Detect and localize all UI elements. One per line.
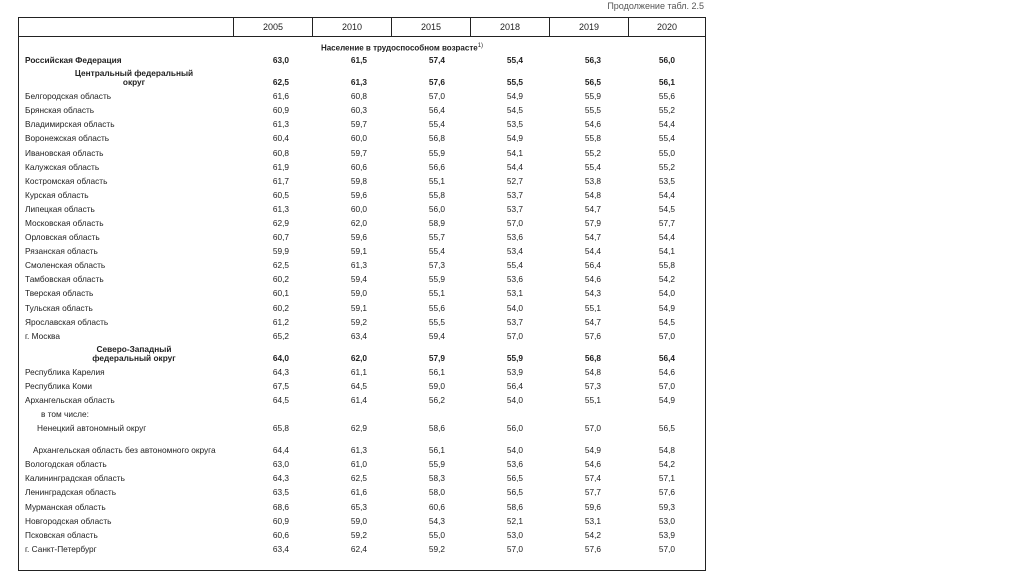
value-cell: 52,1 (506, 515, 523, 526)
value-cell: 54,6 (584, 274, 601, 285)
value-cell: 68,6 (272, 501, 289, 512)
table-row (19, 315, 705, 329)
value-cell: 53,5 (658, 175, 675, 186)
value-cell: 54,0 (506, 302, 523, 313)
value-cell: 55,5 (506, 77, 523, 88)
value-cell: 62,9 (272, 217, 289, 228)
value-cell: 63,0 (272, 55, 289, 66)
value-cell: 55,5 (428, 316, 445, 327)
value-cell: 54,6 (658, 366, 675, 377)
value-cell: 54,5 (658, 203, 675, 214)
value-cell: 57,7 (584, 487, 601, 498)
value-cell: 54,9 (506, 91, 523, 102)
value-cell: 55,4 (506, 260, 523, 271)
table-row (19, 407, 705, 421)
table-row (19, 485, 705, 499)
section-title (99, 37, 705, 53)
region-name: г. Москва (25, 330, 60, 341)
value-cell: 61,9 (272, 161, 289, 172)
table-row (19, 272, 705, 286)
year-header: 2015 (392, 18, 471, 36)
value-cell: 55,8 (428, 189, 445, 200)
year-header: 2019 (550, 18, 629, 36)
value-cell: 60,7 (272, 232, 289, 243)
table-row (19, 528, 705, 542)
region-name: Республика Коми (25, 380, 93, 391)
value-cell: 54,3 (428, 515, 445, 526)
value-cell: 55,4 (506, 55, 523, 66)
table-row (19, 117, 705, 131)
value-cell: 59,2 (428, 543, 445, 554)
value-cell: 61,3 (272, 119, 289, 130)
region-name: Ярославская область (25, 316, 109, 327)
value-cell: 55,0 (428, 529, 445, 540)
value-cell: 56,6 (428, 161, 445, 172)
value-cell: 64,0 (272, 352, 289, 363)
value-cell: 61,5 (350, 55, 367, 66)
value-cell: 55,9 (428, 459, 445, 470)
value-cell: 53,7 (506, 189, 523, 200)
value-cell: 54,9 (506, 133, 523, 144)
year-header: 2005 (234, 18, 313, 36)
value-cell: 56,8 (584, 352, 601, 363)
value-cell: 59,1 (350, 302, 367, 313)
value-cell: 55,6 (658, 91, 675, 102)
region-name: Тверская область (25, 288, 94, 299)
value-cell: 55,0 (658, 147, 675, 158)
value-cell: 58,3 (428, 473, 445, 484)
table-row (19, 435, 705, 457)
value-cell: 54,4 (584, 246, 601, 257)
value-cell: 58,9 (428, 217, 445, 228)
value-cell: 57,0 (506, 330, 523, 341)
region-name: Тульская область (25, 302, 93, 313)
region-name: Владимирская область (25, 119, 115, 130)
value-cell: 54,7 (584, 203, 601, 214)
table-header-row (19, 18, 705, 37)
value-cell: 53,0 (658, 515, 675, 526)
table-row (19, 286, 705, 300)
value-cell: 54,8 (658, 445, 675, 456)
value-cell: 55,9 (428, 274, 445, 285)
value-cell: 60,0 (350, 203, 367, 214)
value-cell: 55,1 (428, 288, 445, 299)
value-cell: 59,2 (350, 316, 367, 327)
table-row (19, 230, 705, 244)
value-cell: 54,0 (506, 395, 523, 406)
value-cell: 55,4 (584, 161, 601, 172)
value-cell: 59,4 (350, 274, 367, 285)
statistics-table (18, 17, 706, 571)
value-cell: 55,2 (658, 105, 675, 116)
value-cell: 54,4 (658, 119, 675, 130)
table-row (19, 53, 705, 67)
value-cell: 62,0 (350, 352, 367, 363)
value-cell: 56,3 (584, 55, 601, 66)
value-cell: 59,6 (350, 232, 367, 243)
value-cell: 57,9 (584, 217, 601, 228)
value-cell: 54,0 (658, 288, 675, 299)
value-cell: 57,3 (428, 260, 445, 271)
value-cell: 62,5 (272, 77, 289, 88)
value-cell: 60,1 (272, 288, 289, 299)
table-row (19, 379, 705, 393)
value-cell: 59,0 (350, 515, 367, 526)
value-cell: 57,0 (658, 543, 675, 554)
value-cell: 60,0 (350, 133, 367, 144)
value-cell: 60,2 (272, 274, 289, 285)
value-cell: 57,0 (584, 423, 601, 434)
section-footnote-marker: 1) (477, 43, 484, 49)
value-cell: 56,0 (506, 423, 523, 434)
header-blank-cell (19, 18, 234, 36)
value-cell: 61,3 (272, 203, 289, 214)
table-row (19, 160, 705, 174)
region-name: Северо-Западный федеральный округ (92, 343, 176, 363)
value-cell: 54,2 (658, 274, 675, 285)
value-cell: 57,0 (658, 380, 675, 391)
value-cell: 56,4 (506, 380, 523, 391)
table-row (19, 329, 705, 343)
value-cell: 53,7 (506, 316, 523, 327)
table-row (19, 244, 705, 258)
value-cell: 61,7 (272, 175, 289, 186)
region-name: Рязанская область (25, 246, 98, 257)
value-cell: 54,7 (584, 232, 601, 243)
table-row (19, 514, 705, 528)
value-cell: 58,0 (428, 487, 445, 498)
value-cell: 57,9 (428, 352, 445, 363)
value-cell: 56,5 (506, 473, 523, 484)
value-cell: 53,8 (584, 175, 601, 186)
value-cell: 54,9 (658, 302, 675, 313)
region-name: Калининградская область (25, 473, 125, 484)
value-cell: 56,0 (428, 203, 445, 214)
value-cell: 55,8 (584, 133, 601, 144)
value-cell: 55,6 (428, 302, 445, 313)
table-row (19, 131, 705, 145)
value-cell: 54,0 (506, 445, 523, 456)
value-cell: 52,7 (506, 175, 523, 186)
year-header: 2018 (471, 18, 550, 36)
region-name: Мурманская область (25, 501, 106, 512)
value-cell: 57,7 (658, 217, 675, 228)
value-cell: 54,4 (658, 189, 675, 200)
region-name: Калужская область (25, 161, 100, 172)
value-cell: 54,1 (506, 147, 523, 158)
value-cell: 57,6 (658, 487, 675, 498)
value-cell: 55,9 (506, 352, 523, 363)
value-cell: 53,9 (658, 529, 675, 540)
value-cell: 56,1 (428, 445, 445, 456)
value-cell: 57,6 (584, 543, 601, 554)
value-cell: 64,4 (272, 445, 289, 456)
value-cell: 56,5 (506, 487, 523, 498)
value-cell: 55,5 (584, 105, 601, 116)
value-cell: 57,1 (658, 473, 675, 484)
value-cell: 58,6 (428, 423, 445, 434)
value-cell: 57,0 (506, 217, 523, 228)
value-cell: 53,9 (506, 366, 523, 377)
region-name: Липецкая область (25, 203, 95, 214)
table-row (19, 216, 705, 230)
value-cell: 53,6 (506, 274, 523, 285)
value-cell: 64,3 (272, 366, 289, 377)
value-cell: 61,3 (350, 77, 367, 88)
region-name: в том числе: (41, 409, 89, 420)
value-cell: 60,4 (272, 133, 289, 144)
value-cell: 61,6 (350, 487, 367, 498)
value-cell: 60,8 (350, 91, 367, 102)
value-cell: 54,9 (658, 395, 675, 406)
value-cell: 54,9 (584, 445, 601, 456)
table-continuation-note: Продолжение табл. 2.5 (607, 1, 704, 11)
value-cell: 61,4 (350, 395, 367, 406)
region-name: Орловская область (25, 232, 100, 243)
value-cell: 54,8 (584, 366, 601, 377)
value-cell: 60,8 (272, 147, 289, 158)
value-cell: 56,4 (584, 260, 601, 271)
value-cell: 56,0 (658, 55, 675, 66)
value-cell: 61,1 (350, 366, 367, 377)
value-cell: 54,4 (506, 161, 523, 172)
value-cell: 59,4 (428, 330, 445, 341)
region-name: Московская область (25, 217, 104, 228)
value-cell: 53,6 (506, 232, 523, 243)
value-cell: 53,1 (584, 515, 601, 526)
value-cell: 62,9 (350, 423, 367, 434)
value-cell: 55,1 (584, 395, 601, 406)
value-cell: 56,5 (584, 77, 601, 88)
table-row (19, 301, 705, 315)
region-name: Белгородская область (25, 91, 112, 102)
value-cell: 59,7 (350, 147, 367, 158)
value-cell: 57,6 (584, 330, 601, 341)
value-cell: 62,5 (272, 260, 289, 271)
value-cell: 56,4 (658, 352, 675, 363)
value-cell: 57,4 (428, 55, 445, 66)
value-cell: 61,2 (272, 316, 289, 327)
value-cell: 62,4 (350, 543, 367, 554)
region-name: Архангельская область без автономного округа (33, 445, 216, 456)
region-name: Воронежская область (25, 133, 110, 144)
year-header: 2010 (313, 18, 392, 36)
region-name: Архангельская область (25, 395, 115, 406)
region-name: Смоленская область (25, 260, 106, 271)
region-name: Новгородская область (25, 515, 112, 526)
value-cell: 59,1 (350, 246, 367, 257)
value-cell: 54,3 (584, 288, 601, 299)
value-cell: 54,2 (658, 459, 675, 470)
value-cell: 59,9 (272, 246, 289, 257)
value-cell: 64,3 (272, 473, 289, 484)
value-cell: 62,0 (350, 217, 367, 228)
table-row (19, 188, 705, 202)
region-name: Тамбовская область (25, 274, 104, 285)
value-cell: 53,4 (506, 246, 523, 257)
value-cell: 56,1 (428, 366, 445, 377)
value-cell: 56,8 (428, 133, 445, 144)
value-cell: 54,8 (584, 189, 601, 200)
value-cell: 55,9 (428, 147, 445, 158)
value-cell: 59,0 (350, 288, 367, 299)
value-cell: 55,1 (428, 175, 445, 186)
value-cell: 56,2 (428, 395, 445, 406)
value-cell: 63,0 (272, 459, 289, 470)
region-name: Центральный федеральный округ (74, 68, 194, 88)
value-cell: 57,3 (584, 380, 601, 391)
value-cell: 54,7 (584, 316, 601, 327)
table-row (19, 457, 705, 471)
value-cell: 54,5 (506, 105, 523, 116)
value-cell: 54,1 (658, 246, 675, 257)
value-cell: 64,5 (272, 395, 289, 406)
value-cell: 56,5 (658, 423, 675, 434)
value-cell: 65,2 (272, 330, 289, 341)
value-cell: 53,0 (506, 529, 523, 540)
value-cell: 60,9 (272, 515, 289, 526)
year-header: 2020 (656, 22, 678, 32)
value-cell: 54,4 (658, 232, 675, 243)
region-name: Республика Карелия (25, 366, 105, 377)
region-name: Российская Федерация (25, 55, 122, 66)
table-row (19, 67, 705, 89)
value-cell: 59,2 (350, 529, 367, 540)
region-name: Ивановская область (25, 147, 104, 158)
region-name: Костромская область (25, 175, 108, 186)
table-row (19, 500, 705, 514)
region-name: Вологодская область (25, 459, 107, 470)
region-name: Ленинградская область (25, 487, 117, 498)
value-cell: 67,5 (272, 380, 289, 391)
value-cell: 57,6 (428, 77, 445, 88)
value-cell: 63,4 (272, 543, 289, 554)
value-cell: 59,6 (584, 501, 601, 512)
section-title-text: Население в трудоспособном возрасте (320, 43, 478, 53)
value-cell: 60,9 (272, 105, 289, 116)
table-row (19, 421, 705, 435)
value-cell: 63,5 (272, 487, 289, 498)
value-cell: 59,7 (350, 119, 367, 130)
value-cell: 53,1 (506, 288, 523, 299)
table-row (19, 103, 705, 117)
value-cell: 59,0 (428, 380, 445, 391)
value-cell: 56,4 (428, 105, 445, 116)
value-cell: 55,8 (658, 260, 675, 271)
value-cell: 65,3 (350, 501, 367, 512)
value-cell: 54,6 (584, 459, 601, 470)
value-cell: 60,2 (272, 302, 289, 313)
table-row (19, 174, 705, 188)
value-cell: 61,0 (350, 459, 367, 470)
table-row (19, 89, 705, 103)
table-row (19, 145, 705, 159)
value-cell: 59,8 (350, 175, 367, 186)
table-row (19, 202, 705, 216)
value-cell: 54,5 (658, 316, 675, 327)
table-row (19, 542, 705, 556)
value-cell: 63,4 (350, 330, 367, 341)
value-cell: 61,3 (350, 445, 367, 456)
value-cell: 55,2 (584, 147, 601, 158)
value-cell: 56,1 (658, 77, 675, 88)
value-cell: 57,0 (428, 91, 445, 102)
value-cell: 60,6 (350, 161, 367, 172)
value-cell: 61,6 (272, 91, 289, 102)
table-row (19, 343, 705, 365)
value-cell: 55,1 (584, 302, 601, 313)
value-cell: 55,4 (658, 133, 675, 144)
region-name: Ненецкий автономный округ (37, 423, 147, 434)
value-cell: 55,7 (428, 232, 445, 243)
value-cell: 60,3 (350, 105, 367, 116)
table-row (19, 471, 705, 485)
region-name: Псковская область (25, 529, 98, 540)
value-cell: 55,4 (428, 119, 445, 130)
value-cell: 54,6 (584, 119, 601, 130)
value-cell: 55,9 (584, 91, 601, 102)
value-cell: 54,2 (584, 529, 601, 540)
region-name: Брянская область (25, 105, 95, 116)
table-row (19, 393, 705, 407)
value-cell: 58,6 (506, 501, 523, 512)
value-cell: 53,6 (506, 459, 523, 470)
value-cell: 57,4 (584, 473, 601, 484)
value-cell: 57,0 (658, 330, 675, 341)
region-name: Курская область (25, 189, 89, 200)
value-cell: 65,8 (272, 423, 289, 434)
value-cell: 53,5 (506, 119, 523, 130)
value-cell: 55,4 (428, 246, 445, 257)
table-row (19, 365, 705, 379)
value-cell: 59,6 (350, 189, 367, 200)
table-body (19, 53, 705, 556)
table-row (19, 258, 705, 272)
value-cell: 61,3 (350, 260, 367, 271)
value-cell: 53,7 (506, 203, 523, 214)
value-cell: 60,5 (272, 189, 289, 200)
value-cell: 55,2 (658, 161, 675, 172)
value-cell: 60,6 (272, 529, 289, 540)
value-cell: 60,6 (428, 501, 445, 512)
value-cell: 59,3 (658, 501, 675, 512)
region-name: г. Санкт-Петербург (25, 543, 97, 554)
value-cell: 64,5 (350, 380, 367, 391)
value-cell: 62,5 (350, 473, 367, 484)
value-cell: 57,0 (506, 543, 523, 554)
